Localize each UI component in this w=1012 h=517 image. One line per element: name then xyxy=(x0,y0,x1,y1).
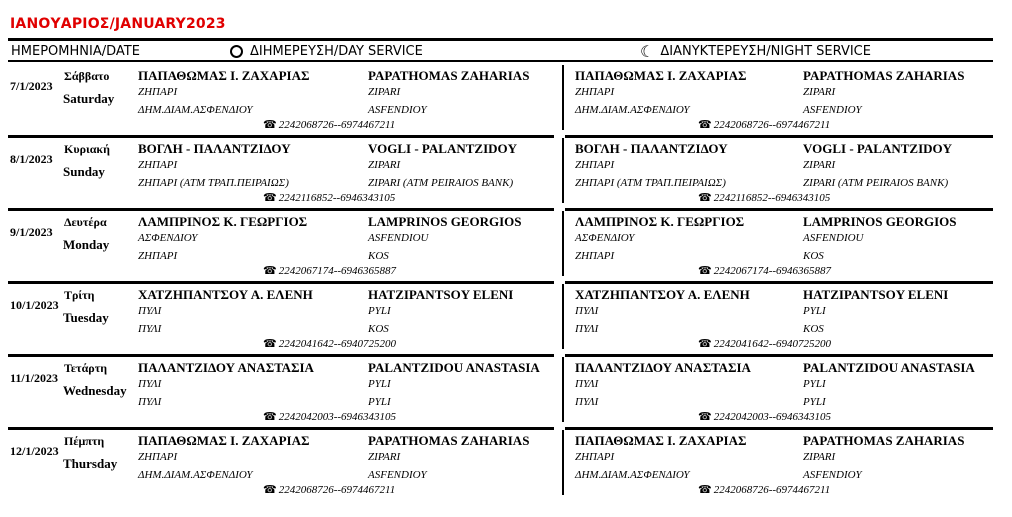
phone-icon: ☎ xyxy=(263,484,277,496)
day-area-en: ZIPARI xyxy=(368,451,401,463)
row-separator-right xyxy=(565,281,993,284)
phone-icon: ☎ xyxy=(698,484,712,496)
row-day-english: Monday xyxy=(63,237,110,252)
row-date: 10/1/2023 xyxy=(10,298,59,312)
night-phone-number: 2242041642--6940725200 xyxy=(713,337,832,350)
day-pharmacy-name-en: HATZIPANTSOY ELENI xyxy=(368,287,514,302)
day-area-en: ZIPARI xyxy=(368,159,401,171)
day-pharmacy-name-en: LAMPRINOS GEORGIOS xyxy=(368,214,522,229)
night-address-gr: ΖΗΠΑΡΙ xyxy=(575,250,615,262)
row-date: 7/1/2023 xyxy=(10,79,53,93)
phone-icon: ☎ xyxy=(698,119,712,131)
row-day-greek: Δευτέρα xyxy=(64,215,107,229)
row-day-greek: Τρίτη xyxy=(64,288,95,302)
night-address-en: KOS xyxy=(803,323,824,335)
night-pharmacy-name-en: HATZIPANTSOY ELENI xyxy=(803,287,949,302)
night-phone xyxy=(698,191,830,204)
table-row xyxy=(0,211,1012,283)
day-address-gr: ΠΥΛΙ xyxy=(138,396,162,408)
night-pharmacy-name-gr: ΠΑΠΑΘΩΜΑΣ Ι. ΖΑΧΑΡΙΑΣ xyxy=(575,68,747,83)
row-date: 8/1/2023 xyxy=(10,152,53,166)
phone-icon: ☎ xyxy=(263,192,277,204)
row-day-greek: Σάββατο xyxy=(64,69,110,83)
night-pharmacy-name-en: PAPATHOMAS ZAHARIAS xyxy=(803,433,965,448)
table-row xyxy=(0,430,1012,502)
day-pharmacy-name-en: PAPATHOMAS ZAHARIAS xyxy=(368,68,530,83)
night-pharmacy-name-en: VOGLI - PALANTZIDOY xyxy=(803,141,953,156)
night-phone xyxy=(698,118,830,131)
day-pharmacy-name-gr: ΠΑΠΑΘΩΜΑΣ Ι. ΖΑΧΑΡΙΑΣ xyxy=(138,433,310,448)
column-divider xyxy=(562,65,564,130)
night-area-en: ZIPARI xyxy=(803,159,836,171)
phone-icon: ☎ xyxy=(263,265,277,277)
night-area-gr: ΖΗΠΑΡΙ xyxy=(575,86,615,98)
row-day-greek: Κυριακή xyxy=(64,142,110,156)
row-separator-right xyxy=(565,208,993,211)
row-separator-left xyxy=(8,427,554,430)
day-address-gr: ΠΥΛΙ xyxy=(138,323,162,335)
column-divider xyxy=(562,211,564,276)
row-date: 12/1/2023 xyxy=(10,444,59,458)
night-phone xyxy=(698,337,831,350)
night-address-en: KOS xyxy=(803,250,824,262)
day-address-en: KOS xyxy=(368,323,389,335)
day-phone xyxy=(263,191,395,204)
sun-icon xyxy=(230,45,243,58)
night-pharmacy-name-gr: ΛΑΜΠΡΙΝΟΣ Κ. ΓΕΩΡΓΙΟΣ xyxy=(575,214,745,229)
moon-icon: ☾ xyxy=(640,41,655,61)
night-area-en: ASFENDIOU xyxy=(803,232,864,244)
header-day-service xyxy=(230,44,423,59)
night-phone xyxy=(698,410,831,423)
day-phone-number: 2242116852--6946343105 xyxy=(278,191,396,204)
night-phone-number: 2242068726--6974467211 xyxy=(713,118,831,131)
day-phone-number: 2242041642--6940725200 xyxy=(278,337,397,350)
night-area-gr: ΖΗΠΑΡΙ xyxy=(575,159,615,171)
day-pharmacy-name-gr: ΧΑΤΖΗΠΑΝΤΣΟΥ Α. ΕΛΕΝΗ xyxy=(138,287,313,302)
row-day-english: Sunday xyxy=(63,164,105,179)
night-area-en: ZIPARI xyxy=(803,86,836,98)
row-separator-left xyxy=(8,354,554,357)
row-day-english: Tuesday xyxy=(63,310,109,325)
day-pharmacy-name-en: VOGLI - PALANTZIDOY xyxy=(368,141,518,156)
night-pharmacy-name-gr: ΒΟΓΛΗ - ΠΑΛΑΝΤΖΙΔΟΥ xyxy=(575,141,728,156)
row-date: 11/1/2023 xyxy=(10,371,59,385)
day-pharmacy-name-en: PAPATHOMAS ZAHARIAS xyxy=(368,433,530,448)
day-address-gr: ΖΗΠΑΡΙ xyxy=(138,250,178,262)
day-address-en: ASFENDIOY xyxy=(368,104,427,116)
night-address-gr: ΔΗΜ.ΔΙΑΜ.ΑΣΦΕΝΔΙΟΥ xyxy=(575,104,690,116)
row-separator-left xyxy=(8,281,554,284)
day-address-gr: ΖΗΠΑΡΙ (ΑΤΜ ΤΡΑΠ.ΠΕΙΡΑΙΩΣ) xyxy=(138,177,289,189)
day-address-en: ASFENDIOY xyxy=(368,469,427,481)
table-row xyxy=(0,357,1012,429)
day-area-en: ASFENDIOU xyxy=(368,232,429,244)
day-pharmacy-name-gr: ΠΑΛΑΝΤΖΙΔΟΥ ΑΝΑΣΤΑΣΙΑ xyxy=(138,360,314,375)
night-pharmacy-name-en: LAMPRINOS GEORGIOS xyxy=(803,214,957,229)
row-separator-right xyxy=(565,354,993,357)
day-area-gr: ΠΥΛΙ xyxy=(138,305,162,317)
night-address-en: PYLI xyxy=(803,396,826,408)
day-phone xyxy=(263,410,396,423)
day-phone xyxy=(263,337,396,350)
row-day-english: Wednesday xyxy=(63,383,127,398)
header-day-label: ΔΙΗΜΕΡΕΥΣΗ/DAY SERVICE xyxy=(250,44,423,59)
night-area-en: PYLI xyxy=(803,305,826,317)
night-pharmacy-name-gr: ΠΑΠΑΘΩΜΑΣ Ι. ΖΑΧΑΡΙΑΣ xyxy=(575,433,747,448)
day-area-gr: ΠΥΛΙ xyxy=(138,378,162,390)
header-date-label: ΗΜΕΡΟΜΗΝΙΑ/DATE xyxy=(11,44,140,59)
day-phone xyxy=(263,483,395,496)
night-address-gr: ΠΥΛΙ xyxy=(575,396,599,408)
night-pharmacy-name-gr: ΠΑΛΑΝΤΖΙΔΟΥ ΑΝΑΣΤΑΣΙΑ xyxy=(575,360,751,375)
phone-icon: ☎ xyxy=(263,338,277,350)
day-area-gr: ΑΣΦΕΝΔΙΟΥ xyxy=(138,232,198,244)
day-pharmacy-name-gr: ΒΟΓΛΗ - ΠΑΛΑΝΤΖΙΔΟΥ xyxy=(138,141,291,156)
row-day-english: Thursday xyxy=(63,456,118,471)
day-address-en: KOS xyxy=(368,250,389,262)
day-pharmacy-name-gr: ΛΑΜΠΡΙΝΟΣ Κ. ΓΕΩΡΓΙΟΣ xyxy=(138,214,308,229)
night-phone-number: 2242067174--6946365887 xyxy=(713,264,832,277)
night-address-gr: ΔΗΜ.ΔΙΑΜ.ΑΣΦΕΝΔΙΟΥ xyxy=(575,469,690,481)
header-night-label: ΔΙΑΝΥΚΤΕΡΕΥΣΗ/NIGHT SERVICE xyxy=(660,44,871,59)
phone-icon: ☎ xyxy=(698,411,712,423)
night-address-en: ZIPARI (ATM PEIRAIOS BANK) xyxy=(803,177,949,189)
column-divider xyxy=(562,284,564,349)
night-address-en: ASFENDIOY xyxy=(803,104,862,116)
night-area-en: PYLI xyxy=(803,378,826,390)
night-area-en: ZIPARI xyxy=(803,451,836,463)
row-separator-right xyxy=(565,135,993,138)
row-day-greek: Τετάρτη xyxy=(64,361,108,375)
row-separator-right xyxy=(565,427,993,430)
day-area-en: PYLI xyxy=(368,378,391,390)
day-area-gr: ΖΗΠΑΡΙ xyxy=(138,451,178,463)
night-phone-number: 2242068726--6974467211 xyxy=(713,483,831,496)
day-phone-number: 2242068726--6974467211 xyxy=(278,118,396,131)
phone-icon: ☎ xyxy=(263,119,277,131)
day-area-gr: ΖΗΠΑΡΙ xyxy=(138,159,178,171)
day-area-gr: ΖΗΠΑΡΙ xyxy=(138,86,178,98)
night-address-en: ASFENDIOY xyxy=(803,469,862,481)
header-top-rule xyxy=(8,38,993,41)
night-address-gr: ΠΥΛΙ xyxy=(575,323,599,335)
night-address-gr: ΖΗΠΑΡΙ (ΑΤΜ ΤΡΑΠ.ΠΕΙΡΑΙΩΣ) xyxy=(575,177,726,189)
day-pharmacy-name-en: PALANTZIDOU ANASTASIA xyxy=(368,360,540,375)
table-row xyxy=(0,138,1012,210)
day-phone xyxy=(263,264,396,277)
header-night-service xyxy=(640,41,871,61)
night-pharmacy-name-en: PAPATHOMAS ZAHARIAS xyxy=(803,68,965,83)
night-area-gr: ΑΣΦΕΝΔΙΟΥ xyxy=(575,232,635,244)
night-phone-number: 2242042003--6946343105 xyxy=(713,410,832,423)
row-separator-left xyxy=(8,208,554,211)
row-day-greek: Πέμπτη xyxy=(64,434,105,448)
phone-icon: ☎ xyxy=(698,192,712,204)
column-divider xyxy=(562,138,564,203)
day-phone-number: 2242068726--6974467211 xyxy=(278,483,396,496)
phone-icon: ☎ xyxy=(698,265,712,277)
phone-icon: ☎ xyxy=(263,411,277,423)
row-day-english: Saturday xyxy=(63,91,115,106)
day-pharmacy-name-gr: ΠΑΠΑΘΩΜΑΣ Ι. ΖΑΧΑΡΙΑΣ xyxy=(138,68,310,83)
night-area-gr: ΖΗΠΑΡΙ xyxy=(575,451,615,463)
night-phone xyxy=(698,264,831,277)
row-date: 9/1/2023 xyxy=(10,225,53,239)
day-phone-number: 2242067174--6946365887 xyxy=(278,264,397,277)
page-title: ΙΑΝΟΥΑΡΙΟΣ/JANUARY2023 xyxy=(10,16,226,32)
column-divider xyxy=(562,430,564,495)
column-divider xyxy=(562,357,564,422)
table-row xyxy=(0,65,1012,137)
night-area-gr: ΠΥΛΙ xyxy=(575,378,599,390)
day-area-en: PYLI xyxy=(368,305,391,317)
table-row xyxy=(0,284,1012,356)
day-address-gr: ΔΗΜ.ΔΙΑΜ.ΑΣΦΕΝΔΙΟΥ xyxy=(138,104,253,116)
night-phone xyxy=(698,483,830,496)
night-pharmacy-name-en: PALANTZIDOU ANASTASIA xyxy=(803,360,975,375)
day-address-en: PYLI xyxy=(368,396,391,408)
header-bottom-rule xyxy=(8,60,993,62)
night-area-gr: ΠΥΛΙ xyxy=(575,305,599,317)
row-separator-left xyxy=(8,135,554,138)
night-pharmacy-name-gr: ΧΑΤΖΗΠΑΝΤΣΟΥ Α. ΕΛΕΝΗ xyxy=(575,287,750,302)
phone-icon: ☎ xyxy=(698,338,712,350)
day-area-en: ZIPARI xyxy=(368,86,401,98)
day-phone-number: 2242042003--6946343105 xyxy=(278,410,397,423)
day-phone xyxy=(263,118,395,131)
night-phone-number: 2242116852--6946343105 xyxy=(713,191,831,204)
day-address-en: ZIPARI (ATM PEIRAIOS BANK) xyxy=(368,177,514,189)
day-address-gr: ΔΗΜ.ΔΙΑΜ.ΑΣΦΕΝΔΙΟΥ xyxy=(138,469,253,481)
